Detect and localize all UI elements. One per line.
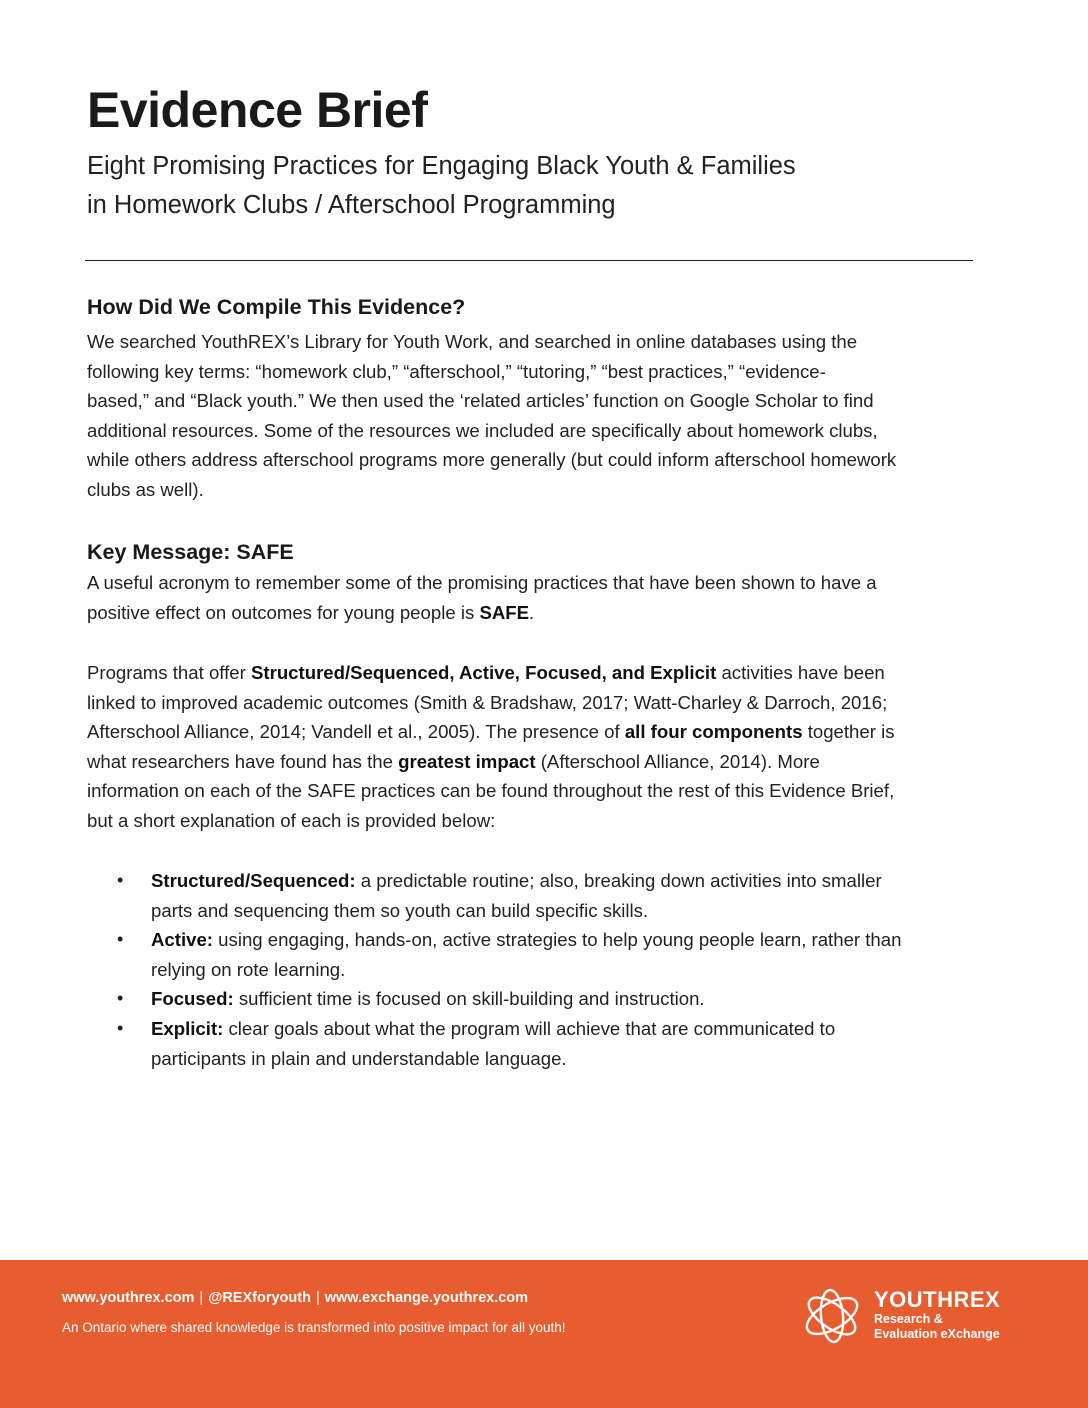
website-link[interactable]: www.youthrex.com (62, 1290, 195, 1306)
list-item-line (151, 925, 987, 955)
text-run: activities have been (716, 662, 885, 683)
emphasis-safe-components: Structured/Sequenced, Active, Focused, and Explicit (250, 662, 717, 683)
text-run: together is (802, 721, 895, 743)
logo-name: YOUTHREX (874, 1287, 1001, 1312)
link-separator: | (199, 1290, 204, 1306)
text-run: positive effect on outcomes for young people is (87, 601, 480, 623)
social-handle-link[interactable]: @REXforyouth (208, 1290, 311, 1306)
bullet-term: Focused: (151, 988, 234, 1010)
paragraph-line: information on each of the SAFE practices can be found throughout the rest of this Evidence Brief, (87, 780, 895, 802)
list-item-line (151, 1014, 987, 1044)
emphasis-safe: SAFE (479, 601, 530, 623)
list-item (87, 925, 987, 984)
compile-paragraph (87, 327, 1017, 505)
header-divider (85, 260, 973, 261)
paragraph-line (87, 747, 1017, 777)
bullet-icon: • (117, 988, 124, 1009)
footer-banner (0, 1260, 1088, 1408)
link-separator: | (315, 1290, 320, 1306)
list-item-line (151, 984, 987, 1014)
list-item-line: participants in plain and understandable language. (151, 1047, 567, 1069)
section-heading-key-message: Key Message: SAFE (87, 540, 294, 564)
text-run: Programs that offer (87, 662, 251, 683)
youthrex-logo-icon (800, 1284, 864, 1348)
paragraph-line (87, 658, 1017, 688)
bullet-icon: • (117, 1017, 124, 1038)
paragraph-line: We searched YouthREX’s Library for Youth Work, and searched in online databases using the (87, 331, 858, 352)
bullet-term: Active: (151, 929, 214, 951)
text-run: using engaging, hands-on, active strategies to help young people learn, rather than (213, 929, 902, 951)
text-run: (Afterschool Alliance, 2014). More (535, 750, 820, 772)
footer-tagline: An Ontario where shared knowledge is transformed into positive impact for all youth! (62, 1320, 566, 1335)
bullet-term: Structured/Sequenced: (151, 870, 356, 891)
exchange-link[interactable]: www.exchange.youthrex.com (324, 1290, 529, 1306)
paragraph-line: clubs as well). (87, 478, 204, 500)
text-run: clear goals about what the program will achieve that are communicated to (223, 1017, 836, 1039)
safe-explanation-paragraph (87, 658, 1017, 836)
list-item-line: parts and sequencing them so youth can build specific skills. (151, 899, 649, 921)
page-title: Evidence Brief (87, 82, 428, 138)
paragraph-line: following key terms: “homework club,” “afterschool,” “tutoring,” “best practices,” “evidence- (87, 360, 826, 382)
text-run: Afterschool Alliance, 2014; Vandell et al., 2005). The presence of (87, 721, 625, 743)
paragraph-line: while others address afterschool programs more generally (but could inform afterschool homework (87, 449, 897, 471)
section-heading-compile: How Did We Compile This Evidence? (87, 295, 466, 319)
list-item (87, 1014, 987, 1073)
youthrex-logo (874, 1288, 1000, 1342)
list-item (87, 866, 987, 925)
emphasis-all-four: all four components (624, 721, 803, 743)
bullet-term: Explicit: (151, 1017, 224, 1039)
list-item-line (151, 866, 987, 896)
text-run: a predictable routine; also, breaking down activities into smaller (355, 870, 882, 891)
bullet-icon: • (117, 929, 124, 950)
paragraph-line (87, 598, 1017, 628)
safe-bullet-list (87, 866, 987, 1073)
key-message-intro (87, 568, 1017, 627)
subtitle-line: in Homework Clubs / Afterschool Programming (87, 191, 616, 219)
emphasis-greatest-impact: greatest impact (398, 750, 536, 772)
list-item-line: relying on rote learning. (151, 958, 346, 980)
list-item (87, 984, 987, 1014)
paragraph-line: based,” and “Black youth.” We then used the ‘related articles’ function on Google Scholar to find (87, 390, 874, 412)
paragraph-line: additional resources. Some of the resources we included are specifically about homework clubs, (87, 419, 878, 441)
bullet-icon: • (117, 870, 124, 890)
footer-links (62, 1290, 528, 1306)
logo-subtitle: Evaluation eXchange (874, 1327, 1000, 1341)
page-subtitle (87, 147, 796, 225)
text-run: what researchers have found has the (87, 750, 399, 772)
paragraph-line: A useful acronym to remember some of the promising practices that have been shown to have a (87, 572, 877, 593)
logo-subtitle: Research & (874, 1312, 943, 1326)
text-run: sufficient time is focused on skill-building and instruction. (233, 988, 705, 1010)
paragraph-line: linked to improved academic outcomes (Smith & Bradshaw, 2017; Watt-Charley & Darroch, 2016; (87, 691, 888, 713)
paragraph-line: but a short explanation of each is provided below: (87, 809, 496, 831)
paragraph-line (87, 717, 1017, 747)
subtitle-line: Eight Promising Practices for Engaging Black Youth & Families (87, 152, 796, 180)
text-run: . (529, 601, 535, 623)
